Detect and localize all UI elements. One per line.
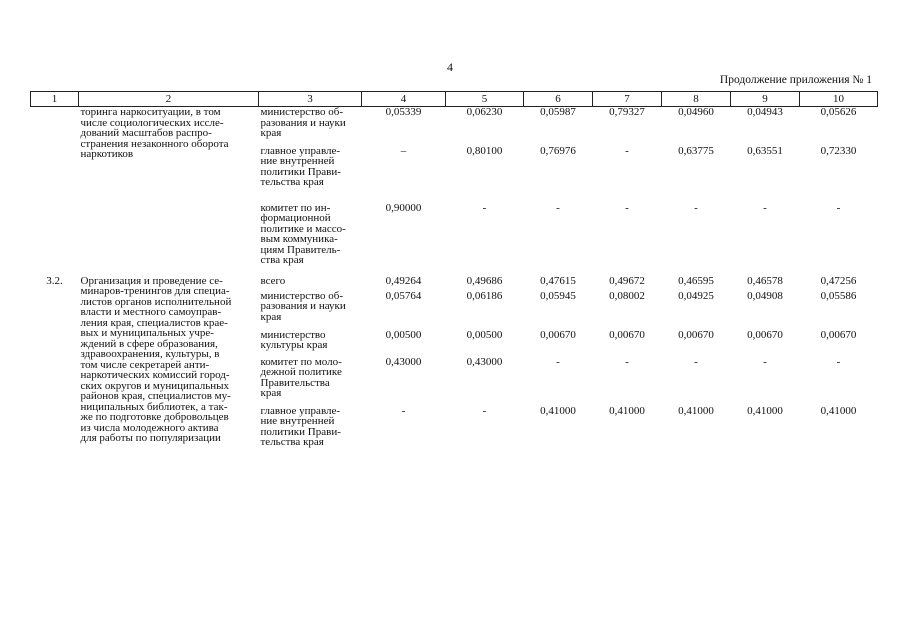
executor-cell: комитет по моло- дежной политике Правительства края: [260, 355, 342, 399]
value-cell: 0,49264: [385, 274, 422, 287]
value-cell: 0,08002: [609, 289, 645, 302]
value-cell: 0,41000: [609, 404, 645, 417]
value-cell: 0,43000: [385, 355, 422, 368]
value-cell: 0,79327: [609, 106, 645, 118]
value-cell: 0,04943: [747, 106, 783, 118]
executor-cell: главное управле- ние внутренней политики Прави- тельства края: [260, 404, 341, 448]
value-cell: 0,72330: [820, 144, 857, 157]
value-cell: 0,41000: [678, 404, 714, 417]
value-cell: 0,63551: [747, 144, 783, 157]
value-cell: 0,49672: [609, 274, 645, 287]
data-table: [30, 91, 878, 454]
value-cell: 0,00670: [678, 328, 714, 341]
column-header: 4: [362, 92, 446, 107]
value-cell: -: [836, 201, 841, 214]
column-header: 7: [593, 92, 662, 107]
column-header: 10: [800, 92, 878, 107]
value-cell: 0,00670: [609, 328, 645, 341]
executor-cell: министерство культуры края: [260, 328, 328, 351]
value-cell: 0,80100: [466, 144, 503, 157]
value-cell: 0,41000: [820, 404, 857, 417]
item-description: Организация и проведение се- минаров-тренингов для специа- листов органов исполнительной власти и местного самоуправ- ления края, специалистов крае- вых и муниципальных учре- ждений в сфере образования, здравоохранения, культуры, в том числе секретарей анти- наркотических комиссий город- ских округов и муниципальных районов края, специалистов му- ниципальных библиотек, а так- же по подготовке добровольцев из числа молодежного актива для работы по популяризации: [80, 274, 232, 444]
page-number: 4: [447, 60, 453, 74]
column-header: 3: [259, 92, 362, 107]
value-cell: -: [556, 201, 560, 214]
item-number: [31, 107, 79, 276]
column-header: 8: [662, 92, 731, 107]
value-cell: -: [625, 201, 629, 214]
value-cell: -: [482, 201, 487, 214]
column-header: 5: [446, 92, 524, 107]
header-row: [31, 92, 878, 107]
value-cell: 0,47615: [540, 274, 576, 287]
value-cell: 0,04960: [678, 106, 714, 118]
value-cell: 0,76976: [540, 144, 576, 157]
value-cell: 0,49686: [466, 274, 503, 287]
executor-cell: министерство об- разования и науки края: [260, 289, 346, 323]
value-cell: 0,00670: [747, 328, 783, 341]
value-cell: 0,63775: [678, 144, 714, 157]
value-cell: -: [401, 404, 406, 417]
column-header: 2: [79, 92, 259, 107]
value-cell: 0,41000: [540, 404, 576, 417]
value-cell: -: [625, 355, 629, 368]
value-cell: 0,00500: [466, 328, 503, 341]
value-cell: –: [400, 144, 407, 157]
value-cell: -: [763, 201, 767, 214]
value-cell: 0,00670: [540, 328, 576, 341]
value-cell: 0,05764: [385, 289, 422, 302]
value-cell: 0,05339: [385, 106, 422, 118]
value-cell: 0,05586: [820, 289, 857, 302]
value-cell: 0,46578: [747, 274, 783, 287]
column-header: 9: [731, 92, 800, 107]
value-cell: 0,00500: [385, 328, 422, 341]
item-description: торинга наркоситуации, в том числе социологических иссле- дований масштабов распро- странения незаконного оборота наркотиков: [80, 106, 229, 160]
value-cell: 0,47256: [820, 274, 857, 287]
value-cell: 0,41000: [747, 404, 783, 417]
value-cell: 0,05626: [820, 106, 857, 118]
executor-cell: главное управле- ние внутренней политики Прави- тельства края: [260, 144, 341, 188]
executor-cell: всего: [260, 274, 286, 287]
value-cell: 0,90000: [385, 201, 422, 214]
value-cell: 0,43000: [466, 355, 503, 368]
item-number: 3.2.: [46, 274, 63, 287]
value-cell: 0,06186: [466, 289, 503, 302]
value-cell: 0,00670: [820, 328, 857, 341]
value-cell: -: [556, 355, 560, 368]
value-cell: -: [694, 201, 698, 214]
executor-cell: комитет по ин- формационной политике и массо- вым коммуника- циям Правитель- ства края: [260, 201, 346, 266]
executor-cell: министерство об- разования и науки края: [260, 106, 346, 139]
value-cell: -: [625, 144, 629, 157]
value-cell: 0,05945: [540, 289, 576, 302]
value-cell: 0,05987: [540, 106, 576, 118]
value-cell: 0,04925: [678, 289, 714, 302]
column-header: 1: [31, 92, 79, 107]
column-header: 6: [524, 92, 593, 107]
table-row: [31, 276, 878, 291]
table-row: [31, 107, 878, 146]
value-cell: 0,04908: [747, 289, 783, 302]
value-cell: 0,06230: [466, 106, 503, 118]
value-cell: -: [763, 355, 767, 368]
continuation-label: Продолжение приложения № 1: [719, 74, 872, 86]
value-cell: -: [694, 355, 698, 368]
value-cell: -: [836, 355, 841, 368]
value-cell: -: [482, 404, 487, 417]
value-cell: 0,46595: [678, 274, 714, 287]
